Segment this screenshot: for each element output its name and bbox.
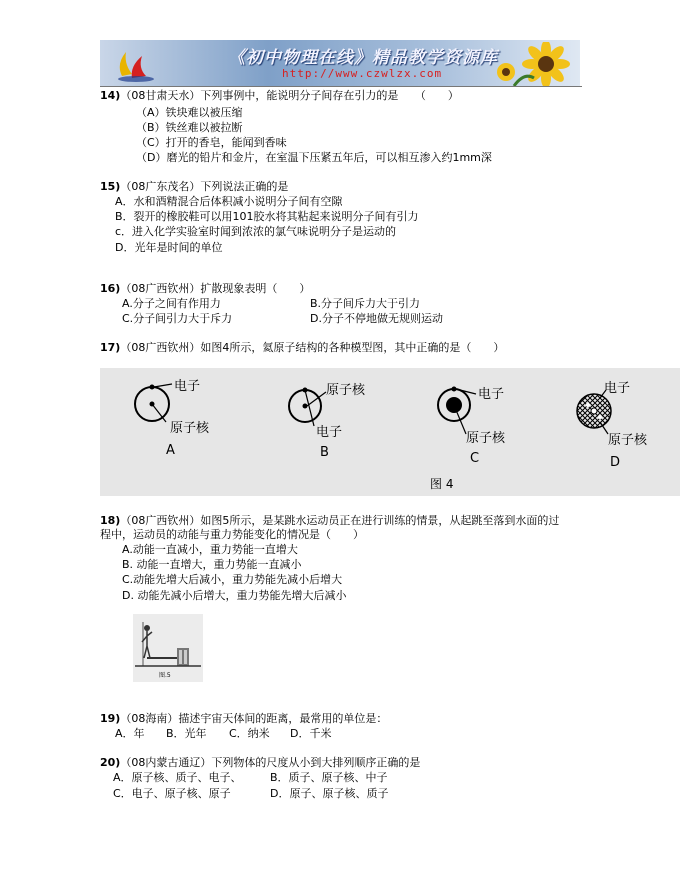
electron-label: 电子 [604, 381, 631, 396]
question-16-option-b: B.分子间斥力大于引力 [310, 297, 421, 310]
question-16-option-a: A.分子之间有作用力 [122, 297, 221, 310]
figure-5-caption: 图.5 [159, 672, 171, 679]
question-15-option-d: D．光年是时间的单位 [115, 241, 223, 254]
figure-4-atom-models [100, 368, 680, 496]
model-c [438, 386, 506, 466]
nucleus-label: 原子核 [608, 433, 648, 448]
question-number: 14) [100, 89, 121, 102]
question-19-option-c: C．纳米 [229, 727, 270, 740]
model-label-a: A [166, 443, 175, 458]
electron-label: 电子 [174, 379, 201, 394]
question-19-option-d: D．千米 [290, 727, 332, 740]
nucleus-label: 原子核 [466, 431, 506, 446]
question-number: 20) [100, 756, 121, 769]
question-18-option-b: B. 动能一直增大，重力势能一直减小 [122, 558, 302, 571]
model-d [577, 380, 648, 470]
question-20-stem: 20)（08内蒙古通辽）下列物体的尺度从小到大排列顺序正确的是 [100, 756, 421, 769]
question-16-option-d: D.分子不停地做无规则运动 [310, 312, 443, 325]
question-15-stem: 15)（08广东茂名）下列说法正确的是 [100, 180, 289, 193]
question-20-option-c: C．电子、原子核、原子 [113, 787, 231, 800]
banner-url[interactable]: http://www.czwlzx.com [282, 67, 443, 80]
question-18-option-c: C.动能先增大后减小，重力势能先减小后增大 [122, 573, 343, 586]
nucleus-label: 原子核 [326, 383, 366, 398]
banner-divider [100, 86, 582, 87]
question-18-stem-line1: 18)（08广西钦州）如图5所示，是某跳水运动员正在进行训练的情景，从起跳至落到水面的过 [100, 514, 560, 527]
question-14-option-a: （A）铁块难以被压缩 [136, 106, 243, 119]
figure-5-diver-image [133, 614, 203, 682]
banner-title: 《初中物理在线》精品教学资源库 [228, 48, 498, 68]
question-18-option-d: D. 动能先减小后增大，重力势能先增大后减小 [122, 589, 347, 602]
question-14-option-d: （D）磨光的铅片和金片，在室温下压紧五年后，可以相互渗入约1mm深 [136, 151, 492, 164]
question-14-option-c: （C）打开的香皂，能闻到香味 [136, 136, 287, 149]
model-label-b: B [320, 445, 329, 460]
question-16-option-c: C.分子间引力大于斥力 [122, 312, 233, 325]
sunflower-image [484, 42, 574, 86]
model-a [135, 378, 210, 458]
question-18-stem-line2: 程中，运动员的动能与重力势能变化的情况是（ ） [100, 528, 364, 541]
question-19-option-b: B．光年 [166, 727, 207, 740]
model-b [289, 382, 366, 460]
question-17-stem: 17)（08广西钦州）如图4所示，氦原子结构的各种模型图，其中正确的是（ ） [100, 341, 505, 354]
electron-label: 电子 [478, 387, 505, 402]
header-banner [100, 40, 580, 86]
electron-label: 电子 [316, 425, 343, 440]
question-15-option-a: A．水和酒精混合后体积减小说明分子间有空隙 [115, 195, 343, 208]
question-number: 17) [100, 341, 121, 354]
question-19-stem: 19)（08海南）描述宇宙天体间的距离，最常用的单位是： [100, 712, 388, 725]
question-number: 15) [100, 180, 121, 193]
question-14-option-b: （B）铁丝难以被拉断 [136, 121, 243, 134]
question-20-option-a: A．原子核、质子、电子、 [113, 771, 242, 784]
question-16-stem: 16)（08广西钦州）扩散现象表明（ ） [100, 282, 311, 295]
question-15-option-c: c．进入化学实验室时闻到浓浓的氯气味说明分子是运动的 [115, 225, 397, 238]
question-18-option-a: A.动能一直减小，重力势能一直增大 [122, 543, 298, 556]
question-19-option-a: A．年 [115, 727, 145, 740]
question-20-option-b: B．质子、原子核、中子 [270, 771, 388, 784]
question-number: 19) [100, 712, 121, 725]
nucleus-label: 原子核 [170, 421, 210, 436]
question-20-option-d: D．原子、原子核、质子 [270, 787, 389, 800]
question-15-option-b: B．裂开的橡胶鞋可以用101胶水将其粘起来说明分子间有引力 [115, 210, 419, 223]
question-14-stem: 14)（08甘肃天水）下列事例中，能说明分子间存在引力的是 （ ） [100, 89, 459, 102]
model-label-c: C [470, 451, 480, 466]
site-logo [112, 46, 156, 82]
question-number: 16) [100, 282, 121, 295]
question-number: 18) [100, 514, 121, 527]
model-label-d: D [610, 455, 621, 470]
figure-4-caption: 图 4 [430, 477, 454, 491]
